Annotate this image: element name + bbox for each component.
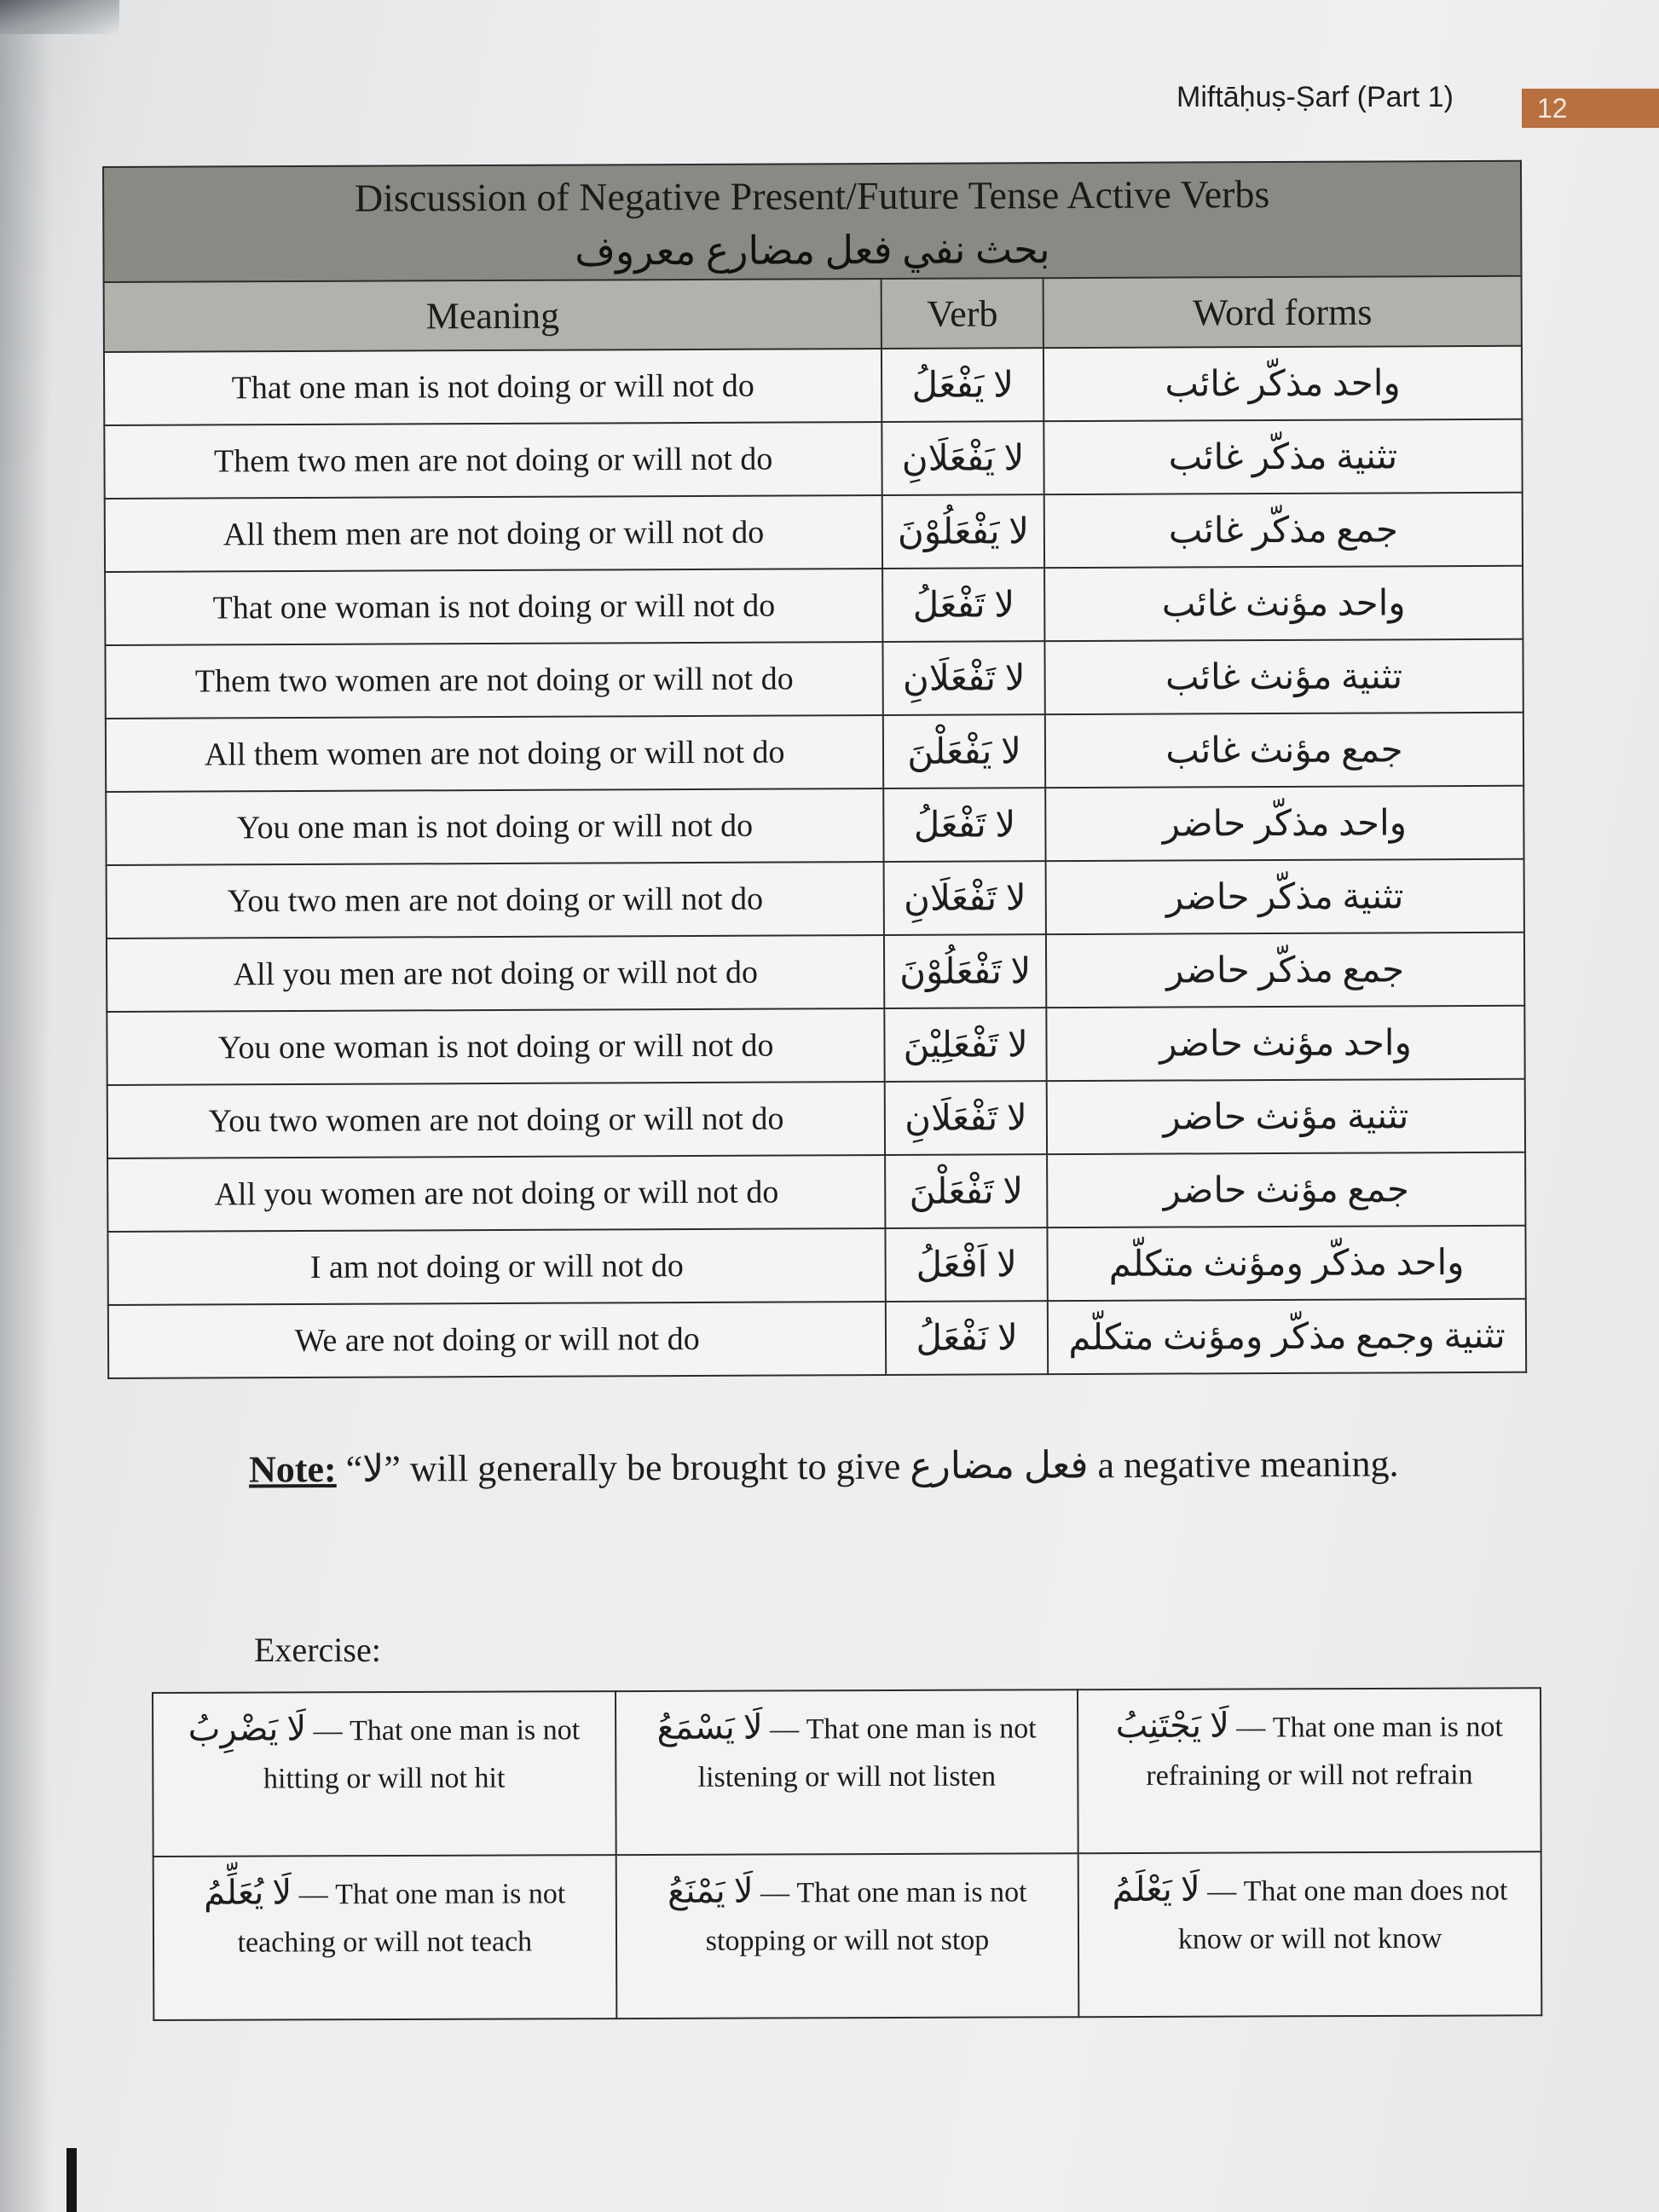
table-row [107, 933, 1524, 1012]
word-form-cell: جمع مذكّر حاضر [1046, 933, 1524, 1008]
meaning-cell: That one man is not doing or will not do [104, 349, 882, 425]
verb-cell: لا تَفْعَلَانِ [884, 861, 1046, 935]
meaning-cell: You two men are not doing or will not do [107, 862, 885, 939]
meaning-cell: You one woman is not doing or will not do [107, 1008, 885, 1085]
meaning-cell: I am not doing or will not do [107, 1228, 886, 1305]
verb-cell: لا تَفْعَلُ [882, 568, 1044, 642]
exercise-cell [616, 1689, 1078, 1855]
exercise-arabic-verb: لَا يَجْتَنِبُ [1115, 1706, 1229, 1746]
note-text-part2: a negative meaning. [1088, 1442, 1399, 1487]
table-title-arabic: بحث نفي فعل مضارع معروف [575, 228, 1050, 274]
word-form-cell: تثنية مؤنث حاضر [1047, 1079, 1525, 1154]
verb-cell: لا تَفْعَلَانِ [885, 1081, 1047, 1155]
exercise-heading: Exercise: [254, 1631, 381, 1669]
page-corner-shadow [0, 0, 119, 34]
exercise-meaning: — That one man is not stopping or will not stop [705, 1876, 1027, 1957]
exercise-cell [1078, 1851, 1541, 2017]
word-form-cell: تثنية مذكّر غائب [1043, 419, 1522, 494]
meaning-cell: All them men are not doing or will not do [105, 495, 883, 572]
word-form-cell: تثنية مؤنث غائب [1044, 639, 1523, 714]
meaning-cell: You one man is not doing or will not do [106, 788, 884, 865]
word-form-cell: تثنية وجمع مذكّر ومؤنث متكلّم [1048, 1299, 1526, 1374]
verb-cell: لا تَفْعَلْنَ [885, 1154, 1047, 1228]
verb-cell: لا تَفْعَلَانِ [883, 641, 1045, 715]
word-form-cell: جمع مؤنث حاضر [1047, 1152, 1525, 1227]
table-row [105, 639, 1523, 719]
note-paragraph [249, 1441, 1399, 1491]
word-form-cell: جمع مؤنث غائب [1045, 713, 1523, 788]
meaning-cell: All them women are not doing or will not do [106, 715, 884, 792]
word-form-cell: واحد مذكّر ومؤنث متكلّم [1047, 1226, 1525, 1301]
table-row [106, 713, 1523, 792]
exercise-meaning: — That one man is not teaching or will not teach [237, 1878, 566, 1959]
meaning-cell: Them two men are not doing or will not do [104, 422, 882, 499]
verb-cell: لا يَفْعَلْنَ [883, 714, 1045, 788]
verb-cell: لا يَفْعَلُوْنَ [882, 494, 1044, 569]
verb-cell: لا تَفْعَلُوْنَ [884, 934, 1046, 1008]
exercise-cell [616, 1853, 1078, 2019]
meaning-cell: That one woman is not doing or will not do [105, 569, 883, 645]
column-header-word-forms: Word forms [1043, 276, 1522, 348]
exercise-arabic-verb: لَا يَسْمَعُ [656, 1707, 763, 1747]
word-form-cell: واحد مؤنث حاضر [1046, 1006, 1524, 1081]
column-header-verb: Verb [882, 278, 1043, 349]
meaning-cell: We are not doing or will not do [108, 1302, 887, 1378]
exercise-row [153, 1851, 1542, 2020]
exercise-cell [153, 1855, 616, 2020]
note-label: Note: [248, 1447, 337, 1491]
table-row [107, 1226, 1525, 1305]
verb-cell: لا اَفْعَلُ [886, 1227, 1048, 1302]
exercise-cell [153, 1691, 616, 1857]
word-form-cell: واحد مذكّر حاضر [1045, 786, 1523, 861]
verb-cell: لا يَفْعَلَانِ [882, 421, 1044, 495]
note-text-part1: “لا” will generally be brought to give [336, 1445, 910, 1490]
word-form-cell: واحد مؤنث غائب [1044, 566, 1523, 641]
word-form-cell: تثنية مذكّر حاضر [1046, 859, 1524, 934]
exercise-row [153, 1688, 1541, 1857]
word-form-cell: واحد مذكّر غائب [1043, 346, 1522, 421]
running-header-title: Miftāḥuṣ-Ṣarf (Part 1) [1176, 81, 1454, 113]
table-row [107, 859, 1524, 939]
table-row [108, 1299, 1526, 1378]
exercise-meaning: — That one man is not hitting or will not hit [263, 1714, 581, 1795]
table-row [105, 566, 1523, 645]
table-row [104, 419, 1522, 499]
exercise-arabic-verb: لَا يُعَلِّمُ [203, 1873, 292, 1912]
meaning-cell: You two women are not doing or will not do [107, 1082, 886, 1158]
meaning-cell: All you women are not doing or will not do [107, 1155, 886, 1232]
page-binding-shadow [0, 0, 51, 2212]
meaning-cell: All you men are not doing or will not do [107, 935, 885, 1012]
table-row [105, 493, 1523, 572]
table-row [107, 1006, 1524, 1085]
exercise-cell [1078, 1688, 1540, 1853]
exercise-meaning: — That one man is not listening or will not listen [697, 1712, 1037, 1793]
table-title-cell [103, 161, 1522, 282]
binding-mark [66, 2148, 77, 2212]
verb-cell: لا نَفْعَلُ [886, 1301, 1048, 1375]
table-row [104, 346, 1522, 425]
verb-cell: لا يَفْعَلُ [882, 348, 1043, 422]
verb-cell: لا تَفْعَلِيْنَ [885, 1008, 1047, 1082]
verb-cell: لا تَفْعَلُ [883, 788, 1045, 862]
meaning-cell: Them two women are not doing or will not do [105, 642, 883, 719]
table-row [107, 1152, 1525, 1232]
exercise-meaning: — That one man is not refraining or will not refrain [1146, 1711, 1503, 1792]
note-arabic-term: فعل مضارع [910, 1444, 1089, 1487]
word-form-cell: جمع مذكّر غائب [1044, 493, 1523, 568]
table-row [107, 1079, 1525, 1158]
exercise-arabic-verb: لَا يَضْرِبُ [188, 1709, 307, 1748]
exercise-table [152, 1687, 1542, 2021]
exercise-arabic-verb: لَا يَعْلَمُ [1112, 1869, 1200, 1909]
column-header-meaning: Meaning [104, 279, 882, 352]
conjugation-table [102, 160, 1527, 1379]
table-title-english: Discussion of Negative Present/Future Tense Active Verbs [354, 172, 1270, 220]
page-number: 12 [1522, 89, 1659, 128]
exercise-arabic-verb: لَا يَمْنَعُ [667, 1871, 754, 1910]
exercise-meaning: — That one man does not know or will not know [1177, 1874, 1508, 1955]
table-row [106, 786, 1523, 865]
